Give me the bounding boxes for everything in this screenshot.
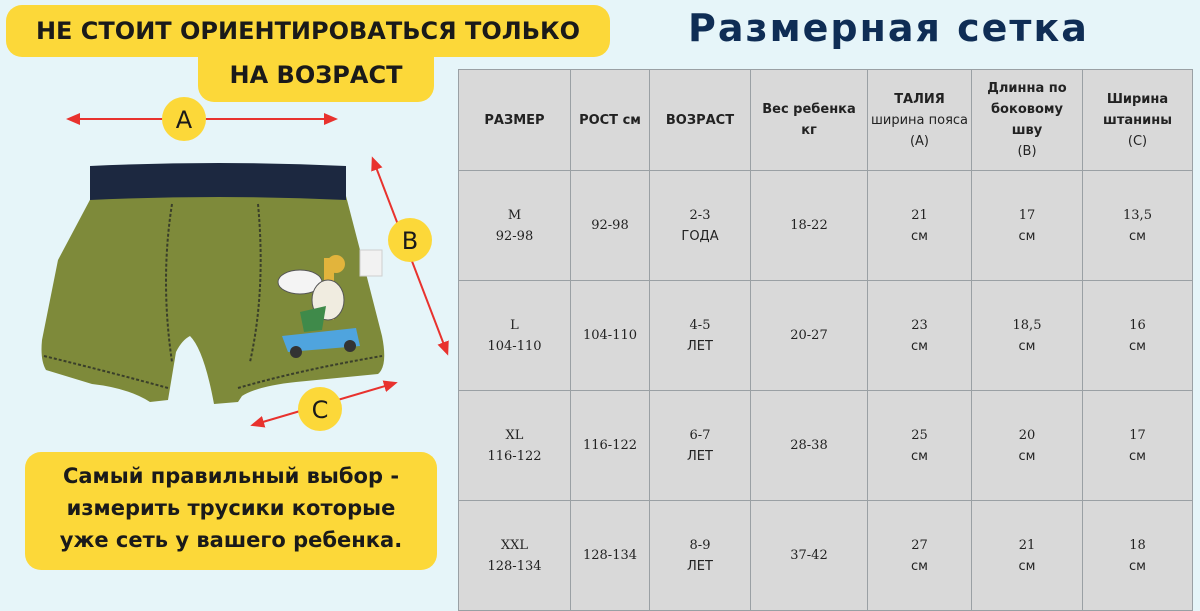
waist-cell: 21 см	[868, 171, 972, 281]
age-cell: 2-3 ГОДА	[650, 171, 751, 281]
header-height: РОСТ см	[571, 70, 650, 171]
side-seam-cell: 21 см	[972, 501, 1083, 611]
header-side-seam: Длинна по боковому шву (B)	[972, 70, 1083, 171]
leg-width-cell: 18 см	[1083, 501, 1193, 611]
waist-cell: 27 см	[868, 501, 972, 611]
advice-box	[25, 452, 437, 570]
height-cell: 92-98	[571, 171, 650, 281]
header-age: ВОЗРАСТ	[650, 70, 751, 171]
height-cell: 128-134	[571, 501, 650, 611]
garment-tag	[360, 250, 382, 276]
size-table	[458, 69, 1193, 611]
advice-line-1: Самый правильный выбор -	[62, 464, 400, 488]
boxer-briefs-illustration	[0, 90, 456, 450]
height-cell: 104-110	[571, 281, 650, 391]
waist-cell: 23 см	[868, 281, 972, 391]
header-waist: ТАЛИЯ ширина пояса (A)	[868, 70, 972, 171]
size-cell: XL 116-122	[459, 391, 571, 501]
age-cell: 8-9 ЛЕТ	[650, 501, 751, 611]
weight-cell: 28-38	[751, 391, 868, 501]
side-seam-cell: 18,5 см	[972, 281, 1083, 391]
weight-cell: 18-22	[751, 171, 868, 281]
header-leg-width: Ширина штанины (C)	[1083, 70, 1193, 171]
header-weight: Вес ребенка кг	[751, 70, 868, 171]
header-size: РАЗМЕР	[459, 70, 571, 171]
size-cell: L 104-110	[459, 281, 571, 391]
side-seam-cell: 20 см	[972, 391, 1083, 501]
garment-waistband	[90, 163, 346, 200]
age-cell: 6-7 ЛЕТ	[650, 391, 751, 501]
weight-cell: 20-27	[751, 281, 868, 391]
size-cell: XXL 128-134	[459, 501, 571, 611]
table-header-row	[459, 70, 1193, 171]
warning-line-2: НА ВОЗРАСТ	[229, 61, 403, 89]
warning-line-1: НЕ СТОИТ ОРИЕНТИРОВАТЬСЯ ТОЛЬКО	[35, 17, 581, 45]
leg-width-cell: 17 см	[1083, 391, 1193, 501]
table-row	[459, 391, 1193, 501]
measure-b-label: B	[401, 227, 419, 255]
measure-c-label: C	[311, 396, 329, 424]
advice-line-3: уже сеть у вашего ребенка.	[59, 528, 403, 552]
side-seam-cell: 17 см	[972, 171, 1083, 281]
table-row	[459, 171, 1193, 281]
table-row	[459, 501, 1193, 611]
table-row	[459, 281, 1193, 391]
size-cell: M 92-98	[459, 171, 571, 281]
weight-cell: 37-42	[751, 501, 868, 611]
waist-cell: 25 см	[868, 391, 972, 501]
leg-width-cell: 16 см	[1083, 281, 1193, 391]
height-cell: 116-122	[571, 391, 650, 501]
age-cell: 4-5 ЛЕТ	[650, 281, 751, 391]
leg-width-cell: 13,5 см	[1083, 171, 1193, 281]
advice-line-2: измерить трусики которые	[66, 496, 396, 520]
measure-a-label: A	[175, 106, 193, 134]
page-title: Размерная сетка	[688, 6, 1089, 50]
